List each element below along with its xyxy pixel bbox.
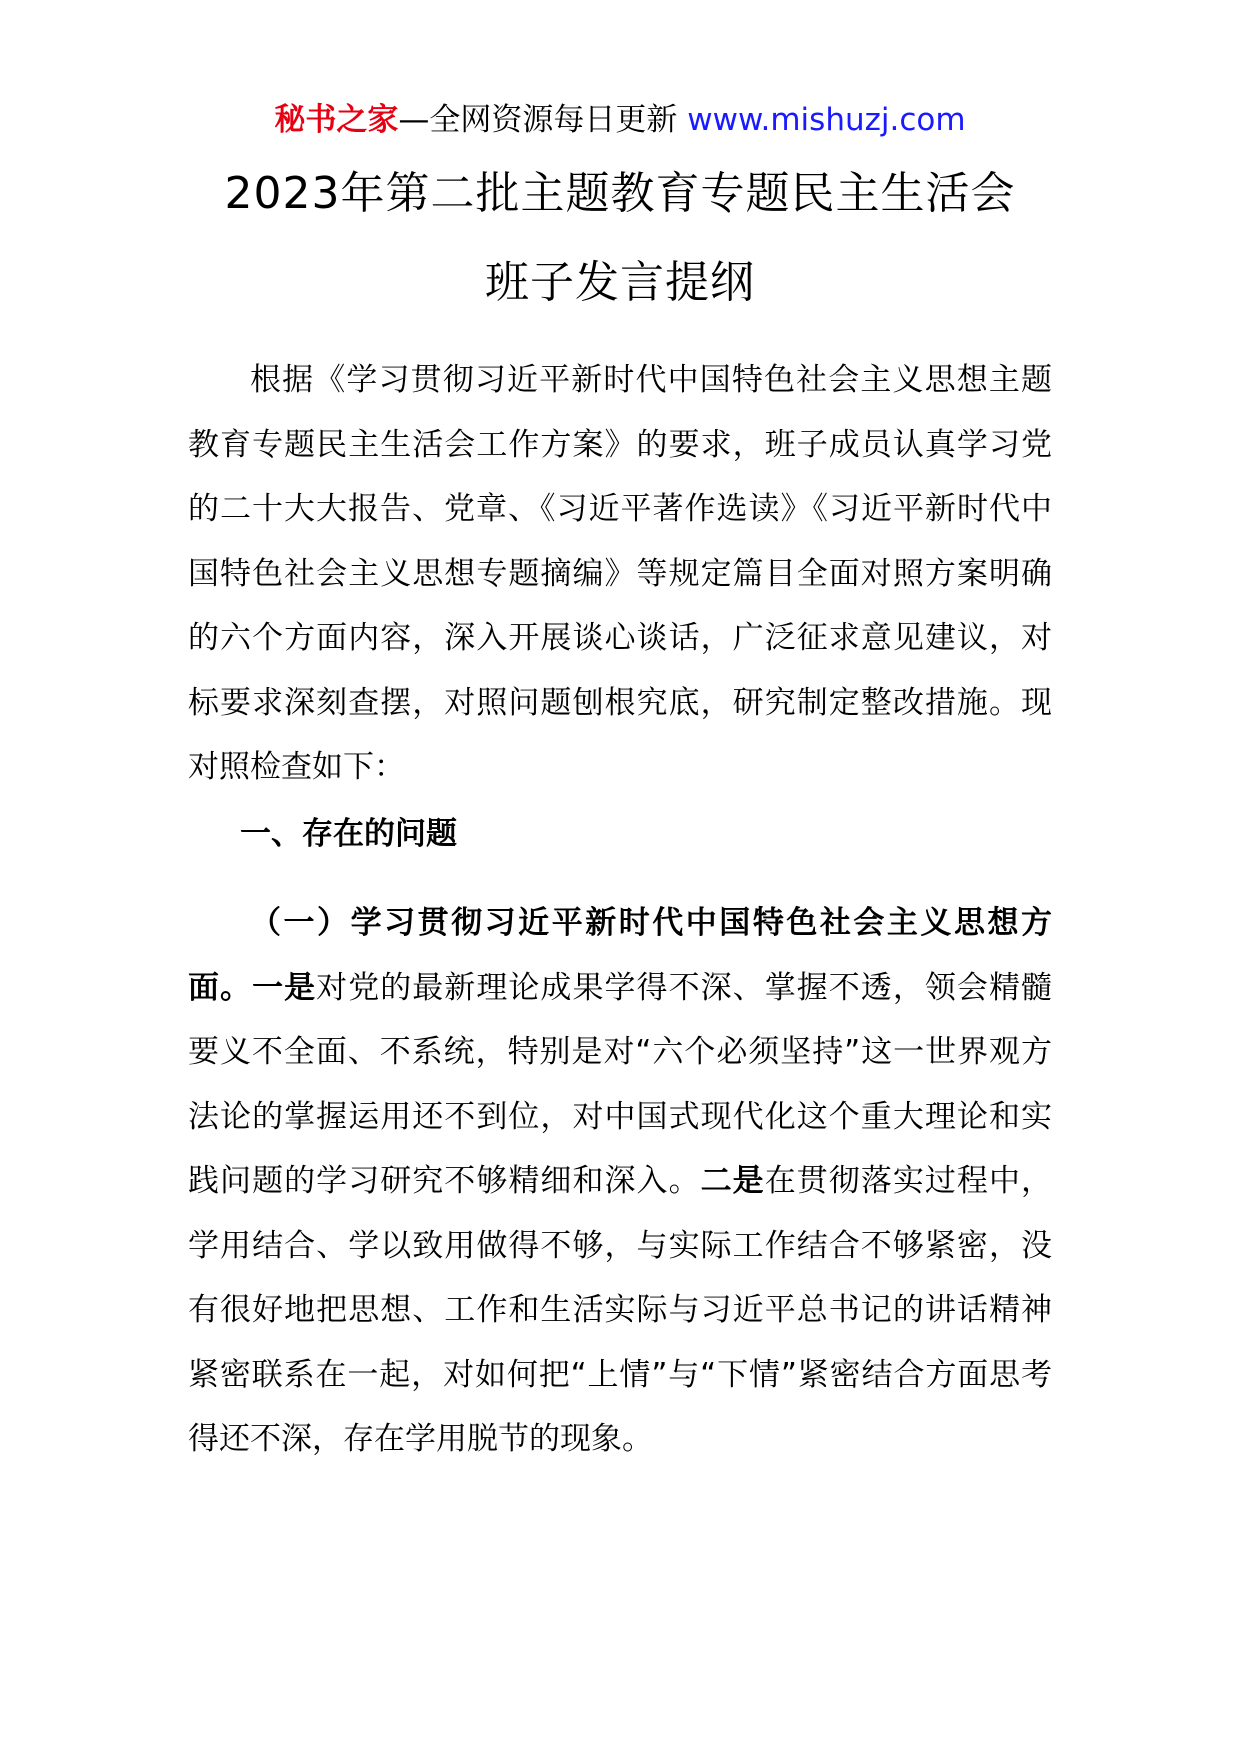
document-title-line-2: 班子发言提纲 [485, 257, 755, 308]
problem-paragraph-1 [188, 891, 1052, 1472]
point-text-1: 对党的最新理论成果学得不深、掌握不透，领会精髓要义不全面、不系统，特别是对“六个必须坚持”这一世界观方法论的掌握运用还不到位，对中国式现代化这个重大理论和实践问题的学习研究不够精细和深入。 [188, 969, 1052, 1199]
brand-name: 秘书之家 [274, 102, 399, 138]
watermark-header [0, 98, 1240, 142]
point-text-2: 在贯彻落实过程中，学用结合、学以致用做得不够，与实际工作结合不够紧密，没有很好地把思想、工作和生活实际与习近平总书记的讲话精神紧密联系在一起，对如何把“上情”与“下情”紧密结合方面思考得还不深，存在学用脱节的现象。 [188, 1163, 1053, 1457]
site-url: www.mishuzj.com [687, 102, 966, 138]
point-label-1: 一是 [252, 969, 317, 1006]
brand-slogan: —全网资源每日更新 [398, 102, 678, 138]
document-title-line-1: 2023年第二批主题教育专题民主生活会 [224, 168, 1016, 219]
point-label-2: 二是 [700, 1163, 765, 1199]
paragraph-heading: （一）学习贯彻习近平新时代中国特色社会主义思想方面。 [188, 905, 1052, 1006]
intro-paragraph: 根据《学习贯彻习近平新时代中国特色社会主义思想主题教育专题民主生活会工作方案》的要求，班子成员认真学习党的二十大大报告、党章、《习近平著作选读》《习近平新时代中国特色社会主义思想专题摘编》等规定篇目全面对照方案明确的六个方面内容，深入开展谈心谈话，广泛征求意见建议，对标要求深刻查摆，对照问题刨根究底，研究制定整改措施。现对照检查如下： [188, 362, 1052, 785]
section-heading: 一、存在的问题 [240, 816, 457, 852]
